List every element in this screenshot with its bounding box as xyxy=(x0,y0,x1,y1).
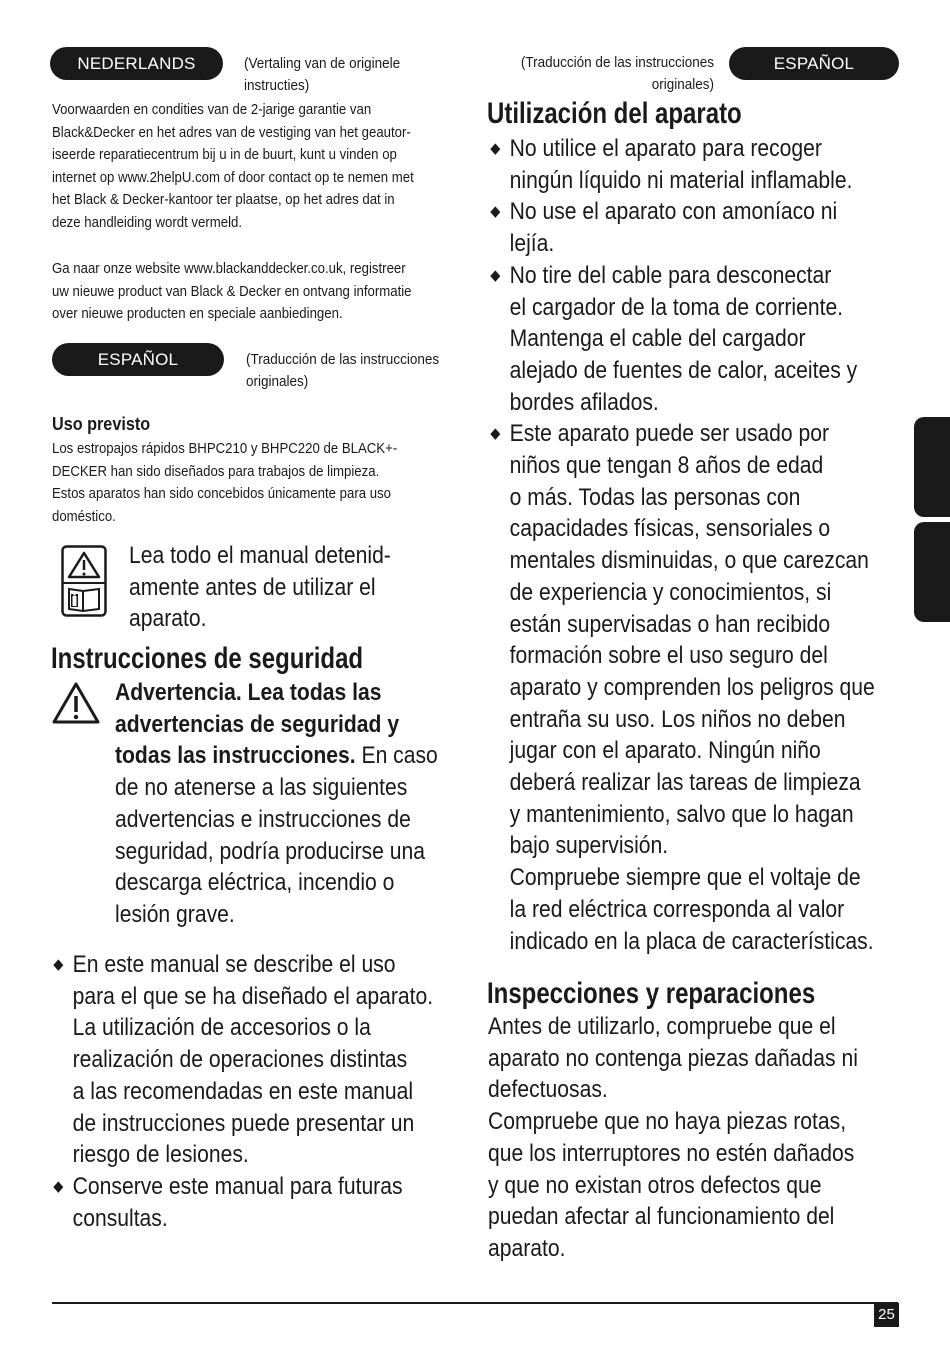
list-item: ◆ No tire del cable para desconectar el cargador de la toma de corriente. Mantenga el cable del cargador alejado de fuentes de calor, aceites y bordes afilados. xyxy=(490,261,858,416)
translation-note-es-left: (Traducción de las instrucciones originales) xyxy=(246,351,440,390)
list-item: ◆ Conserve este manual para futuras consultas. xyxy=(53,1172,403,1232)
list-item: ◆ No utilice el aparato para recoger ningún líquido ni material inflamable. xyxy=(490,135,853,194)
side-tab-upper xyxy=(914,417,950,517)
page-number: 25 xyxy=(874,1303,899,1327)
intended-use-paragraph: Los estropajos rápidos BHPC210 y BHPC220 de BLACK+- DECKER han sido diseñados para trabajos de limpieza. Estos aparatos han sido concebidos únicamente para uso doméstico. xyxy=(52,440,398,525)
language-badge-espanol-left: ESPAÑOL xyxy=(52,343,224,376)
safety-heading: Instrucciones de seguridad xyxy=(51,642,364,675)
language-badge-nederlands: NEDERLANDS xyxy=(50,47,223,80)
translation-note-nl: (Vertaling van de originele instructies) xyxy=(244,55,401,94)
left-bullet-list xyxy=(48,949,462,1234)
translation-note-es-right: (Traducción de las instrucciones originales) xyxy=(520,54,714,93)
read-manual-icon xyxy=(61,545,107,617)
usage-heading: Utilización del aparato xyxy=(487,97,742,130)
intended-use-heading: Uso previsto xyxy=(52,414,151,434)
inspection-paragraph: Antes de utilizarlo, compruebe que el aparato no contenga piezas dañadas ni defectuosas. Compruebe que no haya piezas rotas, que los interruptores no estén dañados y que no existan otros defectos que puedan afectar al funcionamiento del aparato. xyxy=(488,1013,858,1262)
warning-triangle-icon xyxy=(51,681,101,725)
list-item: ◆ Este aparato puede ser usado por niños que tengan 8 años de edad o más. Todas las personas con capacidades físicas, sensoriales o mentales disminuidas, o que carezcan de experiencia y conocimientos, si están supervisadas o han recibido formación sobre el uso seguro del aparato y comprenden los peligros que entraña su uso. Los niños no deben jugar con el aparato. Ningún niño deberá realizar las tareas de limpieza y mantenimiento, salvo que lo hagan bajo supervisión. Compruebe siempre que el voltaje de la red eléctrica corresponda al valor indicado en la placa de características. xyxy=(490,420,875,955)
warranty-paragraph: Voorwaarden en condities van de 2-jarige garantie van Black&Decker en het adres van de vestiging van het geautor- iseerde reparatiecentrum bij u in de buurt, kunt u vinden op internet op www.2helpU.com of door contact op te nemen met het Black & Decker-kantoor ter plaatse, op het adres dat in deze handleiding wordt vermeld. xyxy=(52,101,414,231)
inspection-heading: Inspecciones y reparaciones xyxy=(487,977,816,1010)
side-tab-lower xyxy=(914,522,950,622)
warning-paragraph: Advertencia. Lea todas las advertencias de seguridad y todas las instrucciones. En caso de no atenerse a las siguientes advertencias e instrucciones de seguridad, podría producirse una descarga eléctrica, incendio o lesión grave. xyxy=(115,679,438,928)
read-manual-text: Lea todo el manual detenid- amente antes de utilizar el aparato. xyxy=(129,542,391,633)
list-item: ◆ En este manual se describe el uso para el que se ha diseñado el aparato. La utilización de accesorios o la realización de operaciones distintas a las recomendadas en este manual de instrucciones puede presentar un riesgo de lesiones. xyxy=(53,951,434,1169)
footer-rule xyxy=(52,1302,898,1304)
register-paragraph: Ga naar onze website www.blackanddecker.co.uk, registreer uw nieuwe product van Black & Decker en ontvang informatie over nieuwe producten en speciale aanbiedingen. xyxy=(52,260,412,322)
language-badge-espanol-right: ESPAÑOL xyxy=(729,47,899,80)
list-item: ◆ No use el aparato con amoníaco ni lejía. xyxy=(490,198,838,258)
usage-bullet-list xyxy=(485,133,899,957)
